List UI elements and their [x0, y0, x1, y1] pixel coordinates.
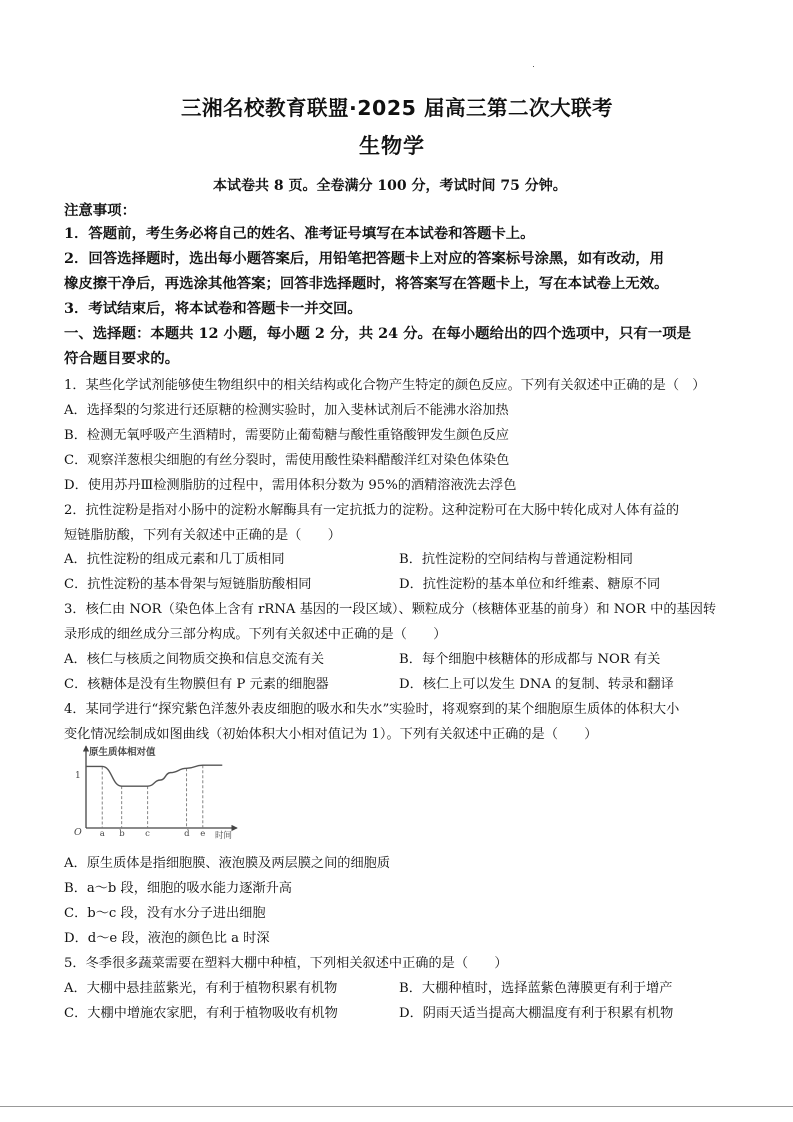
option-a: A．核仁与核质之间物质交换和信息交流有关: [64, 652, 325, 667]
x-tick-label: c: [145, 829, 150, 839]
subject-title: 生物学: [359, 134, 425, 158]
question-stem: 5．冬季很多蔬菜需要在塑料大棚中种植，下列相关叙述中正确的是（ ）: [64, 956, 508, 971]
notes-heading: 注意事项：: [64, 202, 136, 219]
option-c: C．b～c 段，没有水分子进出细胞: [64, 906, 266, 921]
section-heading-cont: 符合题目要求的。: [64, 350, 180, 367]
option-b: B．检测无氧呼吸产生酒精时，需要防止葡萄糖与酸性重铬酸钾发生颜色反应: [64, 428, 509, 443]
note-item: 1．答题前，考生务必将自己的姓名、准考证号填写在本试卷和答题卡上。: [64, 225, 535, 242]
x-tick-label: a: [99, 829, 105, 839]
option-b: B．抗性淀粉的空间结构与普通淀粉相同: [399, 552, 633, 567]
option-b: B．a～b 段，细胞的吸水能力逐渐升高: [64, 881, 292, 896]
option-c: C．观察洋葱根尖细胞的有丝分裂时，需使用酸性染料醋酸洋红对染色体染色: [64, 453, 510, 468]
exam-info: 本试卷共 8 页。全卷满分 100 分，考试时间 75 分钟。: [213, 178, 567, 194]
volume-curve-chart: [72, 742, 247, 842]
option-d: D．d～e 段，液泡的颜色比 a 时深: [64, 931, 270, 946]
page-bottom-rule: [0, 1106, 793, 1107]
question-stem-cont: 变化情况绘制成如图曲线（初始体积大小相对值记为 1）。下列有关叙述中正确的是（ ）: [64, 727, 598, 742]
option-d: D．核仁上可以发生 DNA 的复制、转录和翻译: [399, 677, 674, 692]
question-stem: 4．某同学进行“探究紫色洋葱外表皮细胞的吸水和失水”实验时，将观察到的某个细胞原生质体的体积大小: [64, 702, 680, 717]
scan-dot: [533, 66, 534, 67]
question-stem: 3．核仁由 NOR（染色体上含有 rRNA 基因的一段区域）、颗粒成分（核糖体亚基的前身）和 NOR 中的基因转: [64, 602, 717, 617]
series-line: [86, 765, 222, 786]
option-b: B．大棚种植时，选择蓝紫色薄膜更有利于增产: [399, 981, 673, 996]
x-tick-label: e: [200, 829, 206, 839]
option-d: D．阴雨天适当提高大棚温度有利于积累有机物: [399, 1006, 674, 1021]
question-stem: 2．抗性淀粉是指对小肠中的淀粉水解酶具有一定抗抵力的淀粉。这种淀粉可在大肠中转化成对人体有益的: [64, 503, 680, 518]
option-b: B．每个细胞中核糖体的形成都与 NOR 有关: [399, 652, 661, 667]
option-d: D．使用苏丹Ⅲ检测脂肪的过程中，需用体积分数为 95%的酒精溶液洗去浮色: [64, 478, 517, 493]
y-tick-label: 1: [75, 771, 81, 781]
option-a: A．大棚中悬挂蓝紫光，有利于植物积累有机物: [64, 981, 338, 996]
option-c: C．抗性淀粉的基本骨架与短链脂肪酸相同: [64, 577, 312, 592]
option-c: C．大棚中增施农家肥，有利于植物吸收有机物: [64, 1006, 338, 1021]
note-item: 3．考试结束后，将本试卷和答题卡一并交回。: [64, 300, 362, 317]
question-stem: 1．某些化学试剂能够使生物组织中的相关结构或化合物产生特定的颜色反应。下列有关叙述中正确的是（ ）: [64, 378, 706, 393]
exam-title: 三湘名校教育联盟·2025 届高三第二次大联考: [181, 96, 613, 120]
question-stem-cont: 录形成的细丝成分三部分构成。下列有关叙述中正确的是（ ）: [64, 627, 447, 642]
note-item: 橡皮擦干净后，再选涂其他答案；回答非选择题时，将答案写在答题卡上，写在本试卷上无效。: [64, 275, 669, 292]
question-stem-cont: 短链脂肪酸，下列有关叙述中正确的是（ ）: [64, 528, 341, 543]
y-axis-label: 原生质体相对值: [89, 747, 156, 758]
option-c: C．核糖体是没有生物膜但有 P 元素的细胞器: [64, 677, 329, 692]
x-tick-label: d: [184, 829, 190, 839]
origin-label: O: [74, 827, 82, 838]
option-a: A．原生质体是指细胞膜、液泡膜及两层膜之间的细胞质: [64, 856, 391, 871]
x-tick-label: b: [119, 829, 125, 839]
option-a: A．抗性淀粉的组成元素和几丁质相同: [64, 552, 285, 567]
note-item: 2．回答选择题时，选出每小题答案后，用铅笔把答题卡上对应的答案标号涂黑，如有改动，用: [64, 250, 665, 267]
option-d: D．抗性淀粉的基本单位和纤维素、糖原不同: [399, 577, 661, 592]
x-axis-label: 时间: [215, 831, 233, 841]
option-a: A．选择梨的匀浆进行还原糖的检测实验时，加入斐林试剂后不能沸水浴加热: [64, 403, 509, 418]
section-heading: 一、选择题：本题共 12 小题，每小题 2 分，共 24 分。在每小题给出的四个选项中，只有一项是: [64, 325, 691, 342]
